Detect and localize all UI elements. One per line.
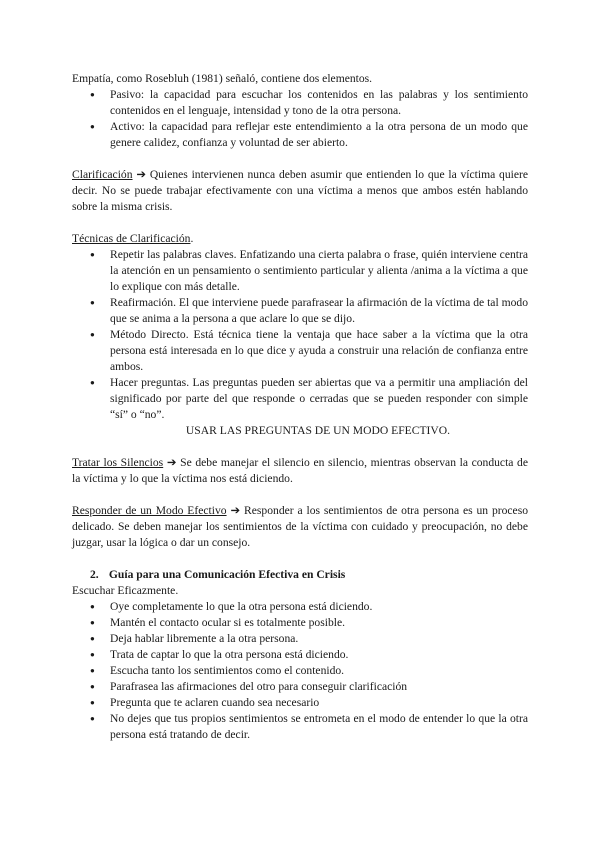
spacer <box>72 151 528 167</box>
list-item: ● Reafirmación. El que interviene puede parafrasear la afirmación de la víctima de tal modo que se anima a la persona a que aclare lo que se dijo. <box>110 295 528 327</box>
silencios-term: Tratar los Silencios <box>72 456 164 469</box>
spacer <box>72 551 528 567</box>
spacer <box>72 215 528 231</box>
list-item: ● Oye completamente lo que la otra persona está diciendo. <box>110 599 528 615</box>
list-item: ● Activo: la capacidad para reflejar este entendimiento a la otra persona de un modo que genere calidez, confianza y voluntad de ser abierto. <box>110 119 528 151</box>
list-item: ● Pregunta que te aclaren cuando sea necesario <box>110 695 528 711</box>
silencios-text: Se debe manejar el silencio en silencio, mientras observan la conducta de la víctima y lo que la víctima nos está diciendo. <box>72 456 528 485</box>
clarificacion-section <box>72 167 528 215</box>
responder-section <box>72 503 528 551</box>
responder-term: Responder de un Modo Efectivo <box>72 504 227 517</box>
empatia-list <box>72 87 528 151</box>
silencios-section <box>72 455 528 487</box>
empatia-section <box>72 71 528 151</box>
spacer <box>72 487 528 503</box>
list-item: ● Mantén el contacto ocular si es totalmente posible. <box>110 615 528 631</box>
tecnicas-section <box>72 231 528 439</box>
guia-title: Guía para una Comunicación Efectiva en Crisis <box>108 568 346 581</box>
clarificacion-paragraph <box>72 167 528 215</box>
responder-paragraph <box>72 503 528 551</box>
list-item: ● Trata de captar lo que la otra persona está diciendo. <box>110 647 528 663</box>
list-item: ● Escucha tanto los sentimientos como el contenido. <box>110 663 528 679</box>
list-item: ● Parafrasea las afirmaciones del otro para conseguir clarificación <box>110 679 528 695</box>
list-item: ● Hacer preguntas. Las preguntas pueden ser abiertas que va a permitir una ampliación del significado por parte del que responde o cerradas que se pueden responder con simple “sí” o “no”. <box>110 375 528 423</box>
guia-section <box>72 567 528 743</box>
list-item: ● Pasivo: la capacidad para escuchar los contenidos en las palabras y los sentimiento contenidos en el lenguaje, intensidad y tono de la otra persona. <box>110 87 528 119</box>
tecnicas-list <box>72 247 528 423</box>
guia-subtitle: Escuchar Eficazmente. <box>72 584 179 597</box>
arrow-icon: ➔ <box>166 456 177 469</box>
clarificacion-text: Quienes intervienen nunca deben asumir que entienden lo que la víctima quiere decir. No se puede trabajar efectivamente con una víctima a menos que ambos estén hablando sobre la misma crisis. <box>72 168 528 213</box>
clarificacion-term: Clarificación <box>72 168 133 181</box>
guia-number: 2. <box>90 568 99 581</box>
arrow-icon: ➔ <box>136 168 147 181</box>
list-item: ● No dejes que tus propios sentimientos se entrometa en el modo de entender lo que la otra persona está tratando de decir. <box>110 711 528 743</box>
list-item: ● Deja hablar libremente a la otra persona. <box>110 631 528 647</box>
arrow-icon: ➔ <box>230 504 241 517</box>
spacer <box>72 439 528 455</box>
empatia-intro: Empatía, como Rosebluh (1981) señaló, contiene dos elementos. <box>72 72 373 85</box>
tecnicas-emphasis: USAR LAS PREGUNTAS DE UN MODO EFECTIVO. <box>185 424 451 437</box>
guia-list <box>72 599 528 743</box>
list-item: ● Repetir las palabras claves. Enfatizando una cierta palabra o frase, quién interviene centra la atención en un pensamiento o sentimiento particular y alienta /anima a la víctima a que lo explique con más detalle. <box>110 247 528 295</box>
responder-text: Responder a los sentimientos de otra persona es un proceso delicado. Se deben manejar los sentimientos de la víctima con cuidado y preocupación, no debe juzgar, usar la lógica o dar un consejo. <box>72 504 529 549</box>
silencios-paragraph <box>72 455 528 487</box>
tecnicas-title-suffix: . <box>190 232 194 245</box>
tecnicas-title: Técnicas de Clarificación <box>72 232 191 245</box>
list-item: ● Método Directo. Está técnica tiene la ventaja que hace saber a la víctima que la otra persona está interesada en lo que dice y ayuda a construir una relación de confianza entre ambos. <box>110 327 528 375</box>
guia-heading <box>72 567 528 583</box>
tecnicas-heading <box>72 231 528 247</box>
